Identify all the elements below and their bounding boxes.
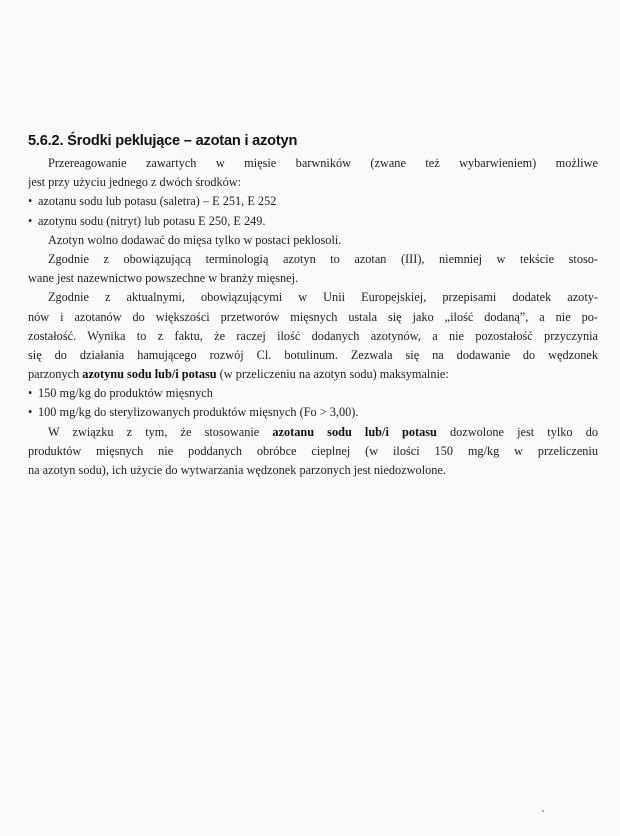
scan-speck (542, 810, 544, 812)
bullet-icon: • (28, 405, 33, 420)
cropped-next-line (48, 531, 208, 534)
text-run: dozwolone jest tylko do (436, 424, 598, 439)
bold-term: azotanu sodu lub/i potasu (272, 424, 437, 439)
paragraph-line: Azotyn wolno dodawać do mięsa tylko w postaci peklosoli. (48, 232, 342, 247)
bullet-icon: • (28, 386, 33, 401)
paragraph-line: się do działania hamującego rozwój Cl. botulinum. Zezwala się na dodawanie do wędzonek (28, 347, 598, 362)
paragraph-line: na azotyn sodu), ich użycie do wytwarzania wędzonek parzonych jest niedozwolone. (28, 463, 446, 477)
bullet-text: azotynu sodu (nitryt) lub potasu E 250, E 249. (38, 213, 266, 228)
bullet-item (28, 403, 598, 422)
paragraph-line: nów i azotanów do większości przetworów mięsnych ustala się jako „ilość dodaną”, a nie po- (28, 309, 598, 324)
bold-term: azotynu sodu lub/i potasu (82, 367, 217, 382)
text-run: W związku z tym, że stosowanie (48, 424, 273, 439)
text-block (28, 131, 598, 480)
bullet-text: azotanu sodu lub potasu (saletra) – E 251, E 252 (38, 194, 277, 209)
paragraph-line (28, 365, 598, 384)
paragraph-line: zostałość. Wynika to z faktu, że raczej ilość dodanych azotynów, a nie pozostałość przyczynia (28, 328, 598, 343)
bullet-icon: • (28, 194, 33, 209)
paragraph-line: produktów mięsnych nie poddanych obróbce cieplnej (w ilości 150 mg/kg w przeliczeniu (28, 443, 598, 458)
text-run: (w przeliczeniu na azotyn sodu) maksymalnie: (216, 367, 449, 382)
section-heading: 5.6.2. Środki peklujące – azotan i azotyn (28, 133, 298, 149)
paragraph-line: wane jest nazewnictwo powszechne w branży mięsnej. (28, 271, 299, 286)
text-run: parzonych (28, 367, 83, 382)
bullet-text: 100 mg/kg do sterylizowanych produktów mięsnych (Fo > 3,00). (38, 405, 359, 420)
paragraph-line: jest przy użyciu jednego z dwóch środków: (28, 175, 242, 190)
paragraph-line (28, 423, 598, 442)
bullet-text: 150 mg/kg do produktów mięsnych (38, 386, 213, 401)
paragraph-line: Zgodnie z aktualnymi, obowiązującymi w Unii Europejskiej, przepisami dodatek azoty- (48, 290, 598, 305)
bullet-item (28, 212, 598, 231)
paragraph-line: Zgodnie z obowiązującą terminologią azotyn to azotan (III), niemniej w tekście stoso- (48, 251, 598, 266)
paragraph-line: Przereagowanie zawartych w mięsie barwników (zwane też wybarwieniem) możliwe (48, 156, 598, 170)
bullet-icon: • (28, 213, 33, 228)
bullet-item (28, 384, 598, 403)
bullet-item (28, 192, 598, 211)
